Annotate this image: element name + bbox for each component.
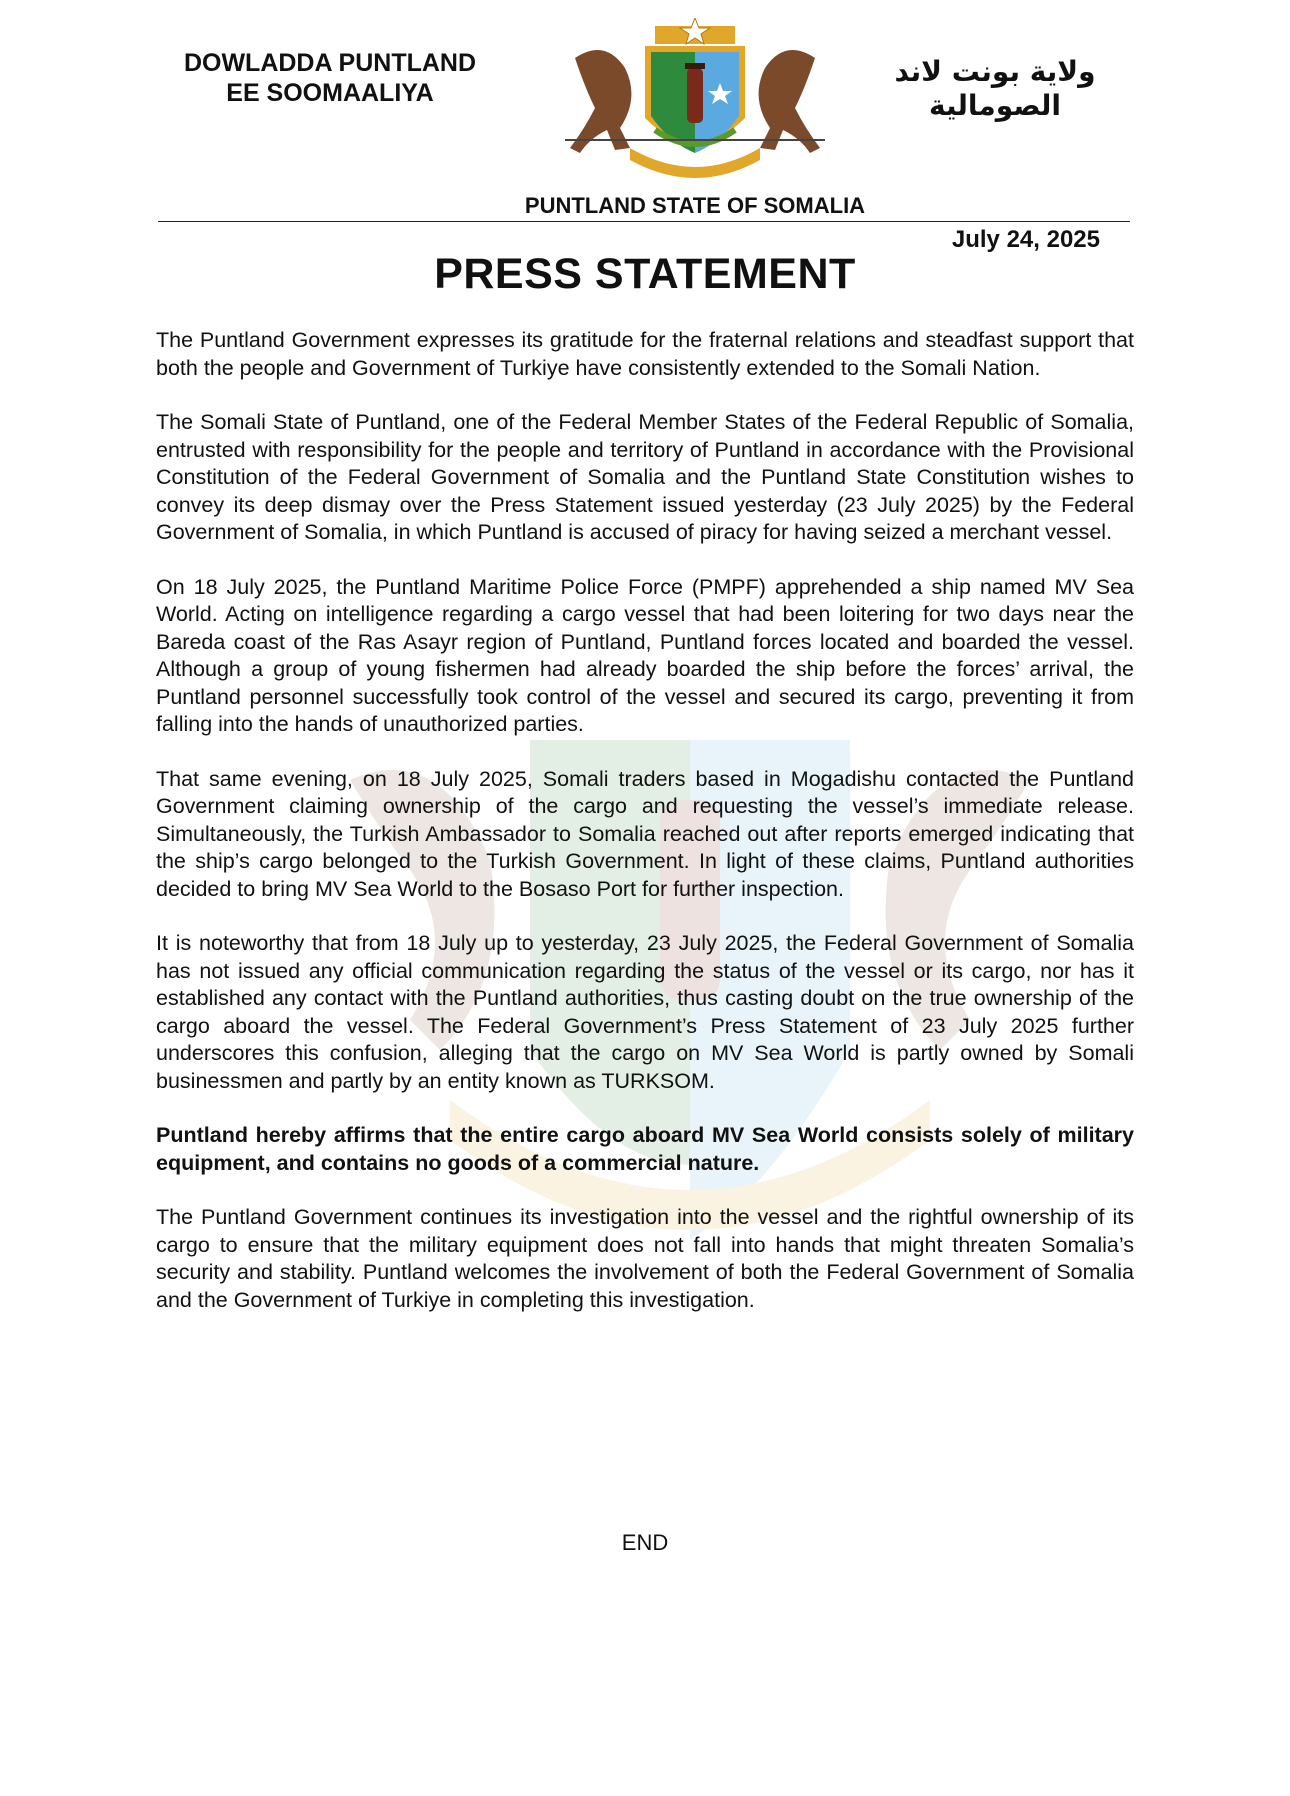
header-somali-line-2: EE SOOMAALIYA [226,79,434,107]
paragraph: The Somali State of Puntland, one of the Federal Member States of the Federal Republic of Somalia, entrusted with responsibility for the people and territory of Puntland in accordance with the Provisional Constitution of the Federal Government of Somalia and the Puntland State Constitution wishes to convey its deep dismay over the Press Statement issued yesterday (23 July 2025) by the Federal Government of Somalia, in which Puntland is accused of piracy for having seized a merchant vessel. [156,410,1134,544]
paragraph-emphasis: Puntland hereby affirms that the entire cargo aboard MV Sea World consists solely of military equipment, and contains no goods of a commercial nature. [156,1123,1134,1175]
header-somali-line-1: DOWLADDA PUNTLAND [183,49,477,77]
statement-body [156,327,1134,1341]
header-arabic-line-2: الصومالية [928,89,1062,122]
paragraph: That same evening, on 18 July 2025, Somali traders based in Mogadishu contacted the Puntland Government claiming ownership of the cargo and requesting the vessel’s immediate release. Simultaneously, the Turkish Ambassador to Somalia reached out after reports emerged indicating that the ship’s cargo belonged to the Turkish Government. In light of these claims, Puntland authorities decided to bring MV Sea World to the Bosaso Port for further inspection. [156,766,1134,901]
paragraph: On 18 July 2025, the Puntland Maritime Police Force (PMPF) apprehended a ship named MV Sea World. Acting on intelligence regarding a cargo vessel that had been loitering for two days near the Bareda coast of the Ras Asayr region of Puntland, Puntland forces located and boarded the vessel. Although a group of young fishermen had already boarded the ship before the forces’ arrival, the Puntland personnel successfully took control of the vessel and secured its cargo, preventing it from falling into the hands of unauthorized parties. [156,574,1134,736]
header-divider [158,221,1130,222]
statement-date: July 24, 2025 [951,226,1100,253]
paragraph: The Puntland Government expresses its gratitude for the fraternal relations and steadfast support that both the people and Government of Turkiye have consistently extended to the Somali Nation. [156,328,1134,380]
header-english-name: PUNTLAND STATE OF SOMALIA [524,193,866,218]
end-marker: END [621,1530,669,1555]
paragraph: The Puntland Government continues its investigation into the vessel and the rightful ownership of its cargo to ensure that the military equipment does not fall into hands that might threaten Somalia’s security and stability. Puntland welcomes the involvement of both the Federal Government of Somalia and the Government of Turkiye in completing this investigation. [156,1205,1134,1312]
header-somali-name [160,48,500,108]
paragraph: It is noteworthy that from 18 July up to yesterday, 23 July 2025, the Federal Government of Somalia has not issued any official communication regarding the status of the vessel or its cargo, nor has it established any contact with the Puntland authorities, thus casting doubt on the true ownership of the cargo aboard the vessel. The Federal Government’s Press Statement of 23 July 2025 further underscores this confusion, alleging that the cargo on MV Sea World is partly owned by Somali businessmen and partly by an entity known as TURKSOM. [156,931,1134,1093]
header-arabic-line-1: ولاية بونت لاند [894,55,1096,88]
document-title: PRESS STATEMENT [434,250,856,298]
puntland-coat-of-arms [545,18,845,188]
header-arabic-name [880,55,1110,123]
